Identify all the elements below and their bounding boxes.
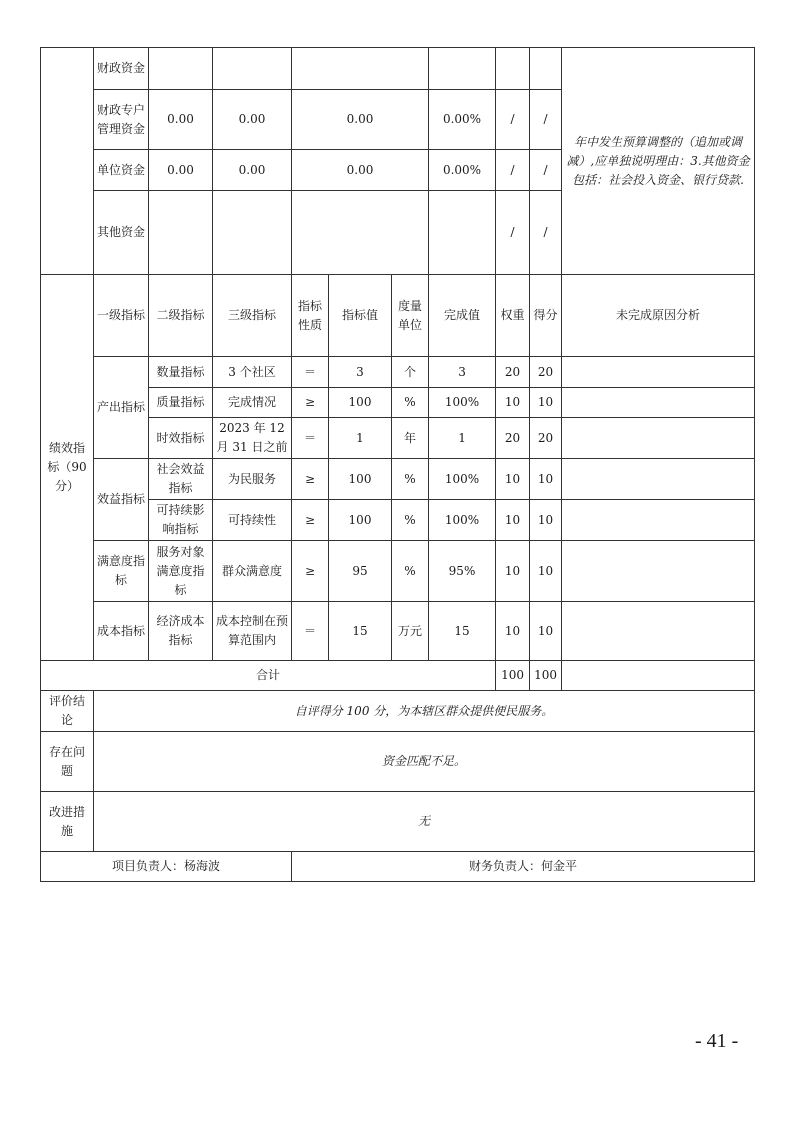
weight-cell: 10 <box>496 388 530 418</box>
weight-cell: 10 <box>496 602 530 661</box>
indicator-row <box>41 388 755 418</box>
actual-cell: 100% <box>429 388 496 418</box>
fund-rate: 0.00% <box>429 90 496 150</box>
header-level1: 一级指标 <box>94 275 149 357</box>
fund-rate <box>429 48 496 90</box>
fund-value <box>149 191 213 275</box>
indicator-row <box>41 602 755 661</box>
target-cell: 100 <box>329 388 392 418</box>
header-nature: 指标性质 <box>292 275 329 357</box>
fund-value: 0.00 <box>292 150 429 191</box>
fund-value <box>292 191 429 275</box>
weight-cell: 20 <box>496 418 530 459</box>
group-output: 产出指标 <box>94 357 149 459</box>
target-cell: 3 <box>329 357 392 388</box>
fund-value: 0.00 <box>149 150 213 191</box>
nature-cell: ≥ <box>292 541 329 602</box>
page-number: - 41 - <box>695 1030 739 1052</box>
header-unit: 度量单位 <box>392 275 429 357</box>
unit-cell: 万元 <box>392 602 429 661</box>
fund-weight: / <box>496 90 530 150</box>
target-cell: 100 <box>329 500 392 541</box>
nature-cell: ≥ <box>292 459 329 500</box>
unit-cell: % <box>392 541 429 602</box>
fund-label: 其他资金 <box>94 191 149 275</box>
level2-cell: 服务对象满意度指标 <box>149 541 213 602</box>
evaluation-label: 评价结论 <box>41 691 94 732</box>
score-cell: 20 <box>530 357 562 388</box>
indicator-row <box>41 500 755 541</box>
level3-cell: 2023 年 12 月 31 日之前 <box>213 418 292 459</box>
evaluation-row <box>41 691 755 732</box>
actual-cell: 1 <box>429 418 496 459</box>
unit-cell: 个 <box>392 357 429 388</box>
fund-weight: / <box>496 191 530 275</box>
level3-cell: 可持续性 <box>213 500 292 541</box>
actual-cell: 3 <box>429 357 496 388</box>
level3-cell: 完成情况 <box>213 388 292 418</box>
fund-score: / <box>530 191 562 275</box>
fund-label: 财政资金 <box>94 48 149 90</box>
total-reason-cell <box>562 661 755 691</box>
fund-value <box>213 48 292 90</box>
fund-label: 财政专户管理资金 <box>94 90 149 150</box>
level2-cell: 数量指标 <box>149 357 213 388</box>
fund-score: / <box>530 90 562 150</box>
reason-cell <box>562 418 755 459</box>
weight-cell: 10 <box>496 541 530 602</box>
reason-cell <box>562 357 755 388</box>
problems-label: 存在问题 <box>41 732 94 792</box>
problems-row <box>41 732 755 792</box>
nature-cell: ＝ <box>292 418 329 459</box>
fund-value: 0.00 <box>149 90 213 150</box>
performance-table <box>40 47 755 882</box>
fund-value: 0.00 <box>292 90 429 150</box>
unit-cell: % <box>392 459 429 500</box>
level3-cell: 3 个社区 <box>213 357 292 388</box>
score-cell: 10 <box>530 459 562 500</box>
fund-row <box>41 48 755 90</box>
header-reason: 未完成原因分析 <box>562 275 755 357</box>
level3-cell: 成本控制在预算范围内 <box>213 602 292 661</box>
finance-lead: 财务负责人：何金平 <box>292 852 755 882</box>
level3-cell: 为民服务 <box>213 459 292 500</box>
total-row <box>41 661 755 691</box>
fund-label: 单位资金 <box>94 150 149 191</box>
nature-cell: ＝ <box>292 602 329 661</box>
weight-cell: 20 <box>496 357 530 388</box>
weight-cell: 10 <box>496 500 530 541</box>
actual-cell: 15 <box>429 602 496 661</box>
level2-cell: 经济成本指标 <box>149 602 213 661</box>
level2-cell: 可持续影响指标 <box>149 500 213 541</box>
fund-value <box>149 48 213 90</box>
header-score: 得分 <box>530 275 562 357</box>
score-cell: 10 <box>530 388 562 418</box>
level2-cell: 质量指标 <box>149 388 213 418</box>
improvement-text: 无 <box>94 792 755 852</box>
fund-weight <box>496 48 530 90</box>
indicator-row <box>41 357 755 388</box>
header-level2: 二级指标 <box>149 275 213 357</box>
header-level3: 三级指标 <box>213 275 292 357</box>
indicator-row <box>41 541 755 602</box>
fund-rate: 0.00% <box>429 150 496 191</box>
score-cell: 10 <box>530 602 562 661</box>
reason-cell <box>562 500 755 541</box>
budget-adjustment-note: 年中发生预算调整的（追加或调减）,应单独说明理由：3.其他资金包括：社会投入资金、银行贷款. <box>562 48 755 275</box>
indicator-header-row <box>41 275 755 357</box>
group-satisfaction: 满意度指标 <box>94 541 149 602</box>
total-label: 合计 <box>41 661 496 691</box>
indicator-row <box>41 459 755 500</box>
actual-cell: 100% <box>429 500 496 541</box>
signature-row <box>41 852 755 882</box>
total-weight: 100 <box>496 661 530 691</box>
reason-cell <box>562 459 755 500</box>
level3-cell: 群众满意度 <box>213 541 292 602</box>
total-score: 100 <box>530 661 562 691</box>
reason-cell <box>562 388 755 418</box>
unit-cell: % <box>392 500 429 541</box>
header-target: 指标值 <box>329 275 392 357</box>
weight-cell: 10 <box>496 459 530 500</box>
fund-weight: / <box>496 150 530 191</box>
performance-indicators-label: 绩效指标（90分） <box>41 275 94 661</box>
fund-value <box>213 191 292 275</box>
group-cost: 成本指标 <box>94 602 149 661</box>
target-cell: 100 <box>329 459 392 500</box>
unit-cell: 年 <box>392 418 429 459</box>
unit-cell: % <box>392 388 429 418</box>
target-cell: 1 <box>329 418 392 459</box>
nature-cell: ＝ <box>292 357 329 388</box>
reason-cell <box>562 541 755 602</box>
fund-value: 0.00 <box>213 90 292 150</box>
problems-text: 资金匹配不足。 <box>94 732 755 792</box>
fund-value <box>292 48 429 90</box>
indicator-row <box>41 418 755 459</box>
fund-empty-cell <box>41 48 94 275</box>
score-cell: 20 <box>530 418 562 459</box>
fund-rate <box>429 191 496 275</box>
improvement-row <box>41 792 755 852</box>
reason-cell <box>562 602 755 661</box>
fund-score <box>530 48 562 90</box>
level2-cell: 时效指标 <box>149 418 213 459</box>
actual-cell: 95% <box>429 541 496 602</box>
fund-value: 0.00 <box>213 150 292 191</box>
nature-cell: ≥ <box>292 500 329 541</box>
target-cell: 15 <box>329 602 392 661</box>
level2-cell: 社会效益指标 <box>149 459 213 500</box>
project-lead: 项目负责人：杨海波 <box>41 852 292 882</box>
fund-score: / <box>530 150 562 191</box>
header-weight: 权重 <box>496 275 530 357</box>
nature-cell: ≥ <box>292 388 329 418</box>
score-cell: 10 <box>530 541 562 602</box>
improvement-label: 改进措施 <box>41 792 94 852</box>
group-benefit: 效益指标 <box>94 459 149 541</box>
header-actual: 完成值 <box>429 275 496 357</box>
score-cell: 10 <box>530 500 562 541</box>
actual-cell: 100% <box>429 459 496 500</box>
target-cell: 95 <box>329 541 392 602</box>
evaluation-text: 自评得分 100 分，为本辖区群众提供便民服务。 <box>94 691 755 732</box>
